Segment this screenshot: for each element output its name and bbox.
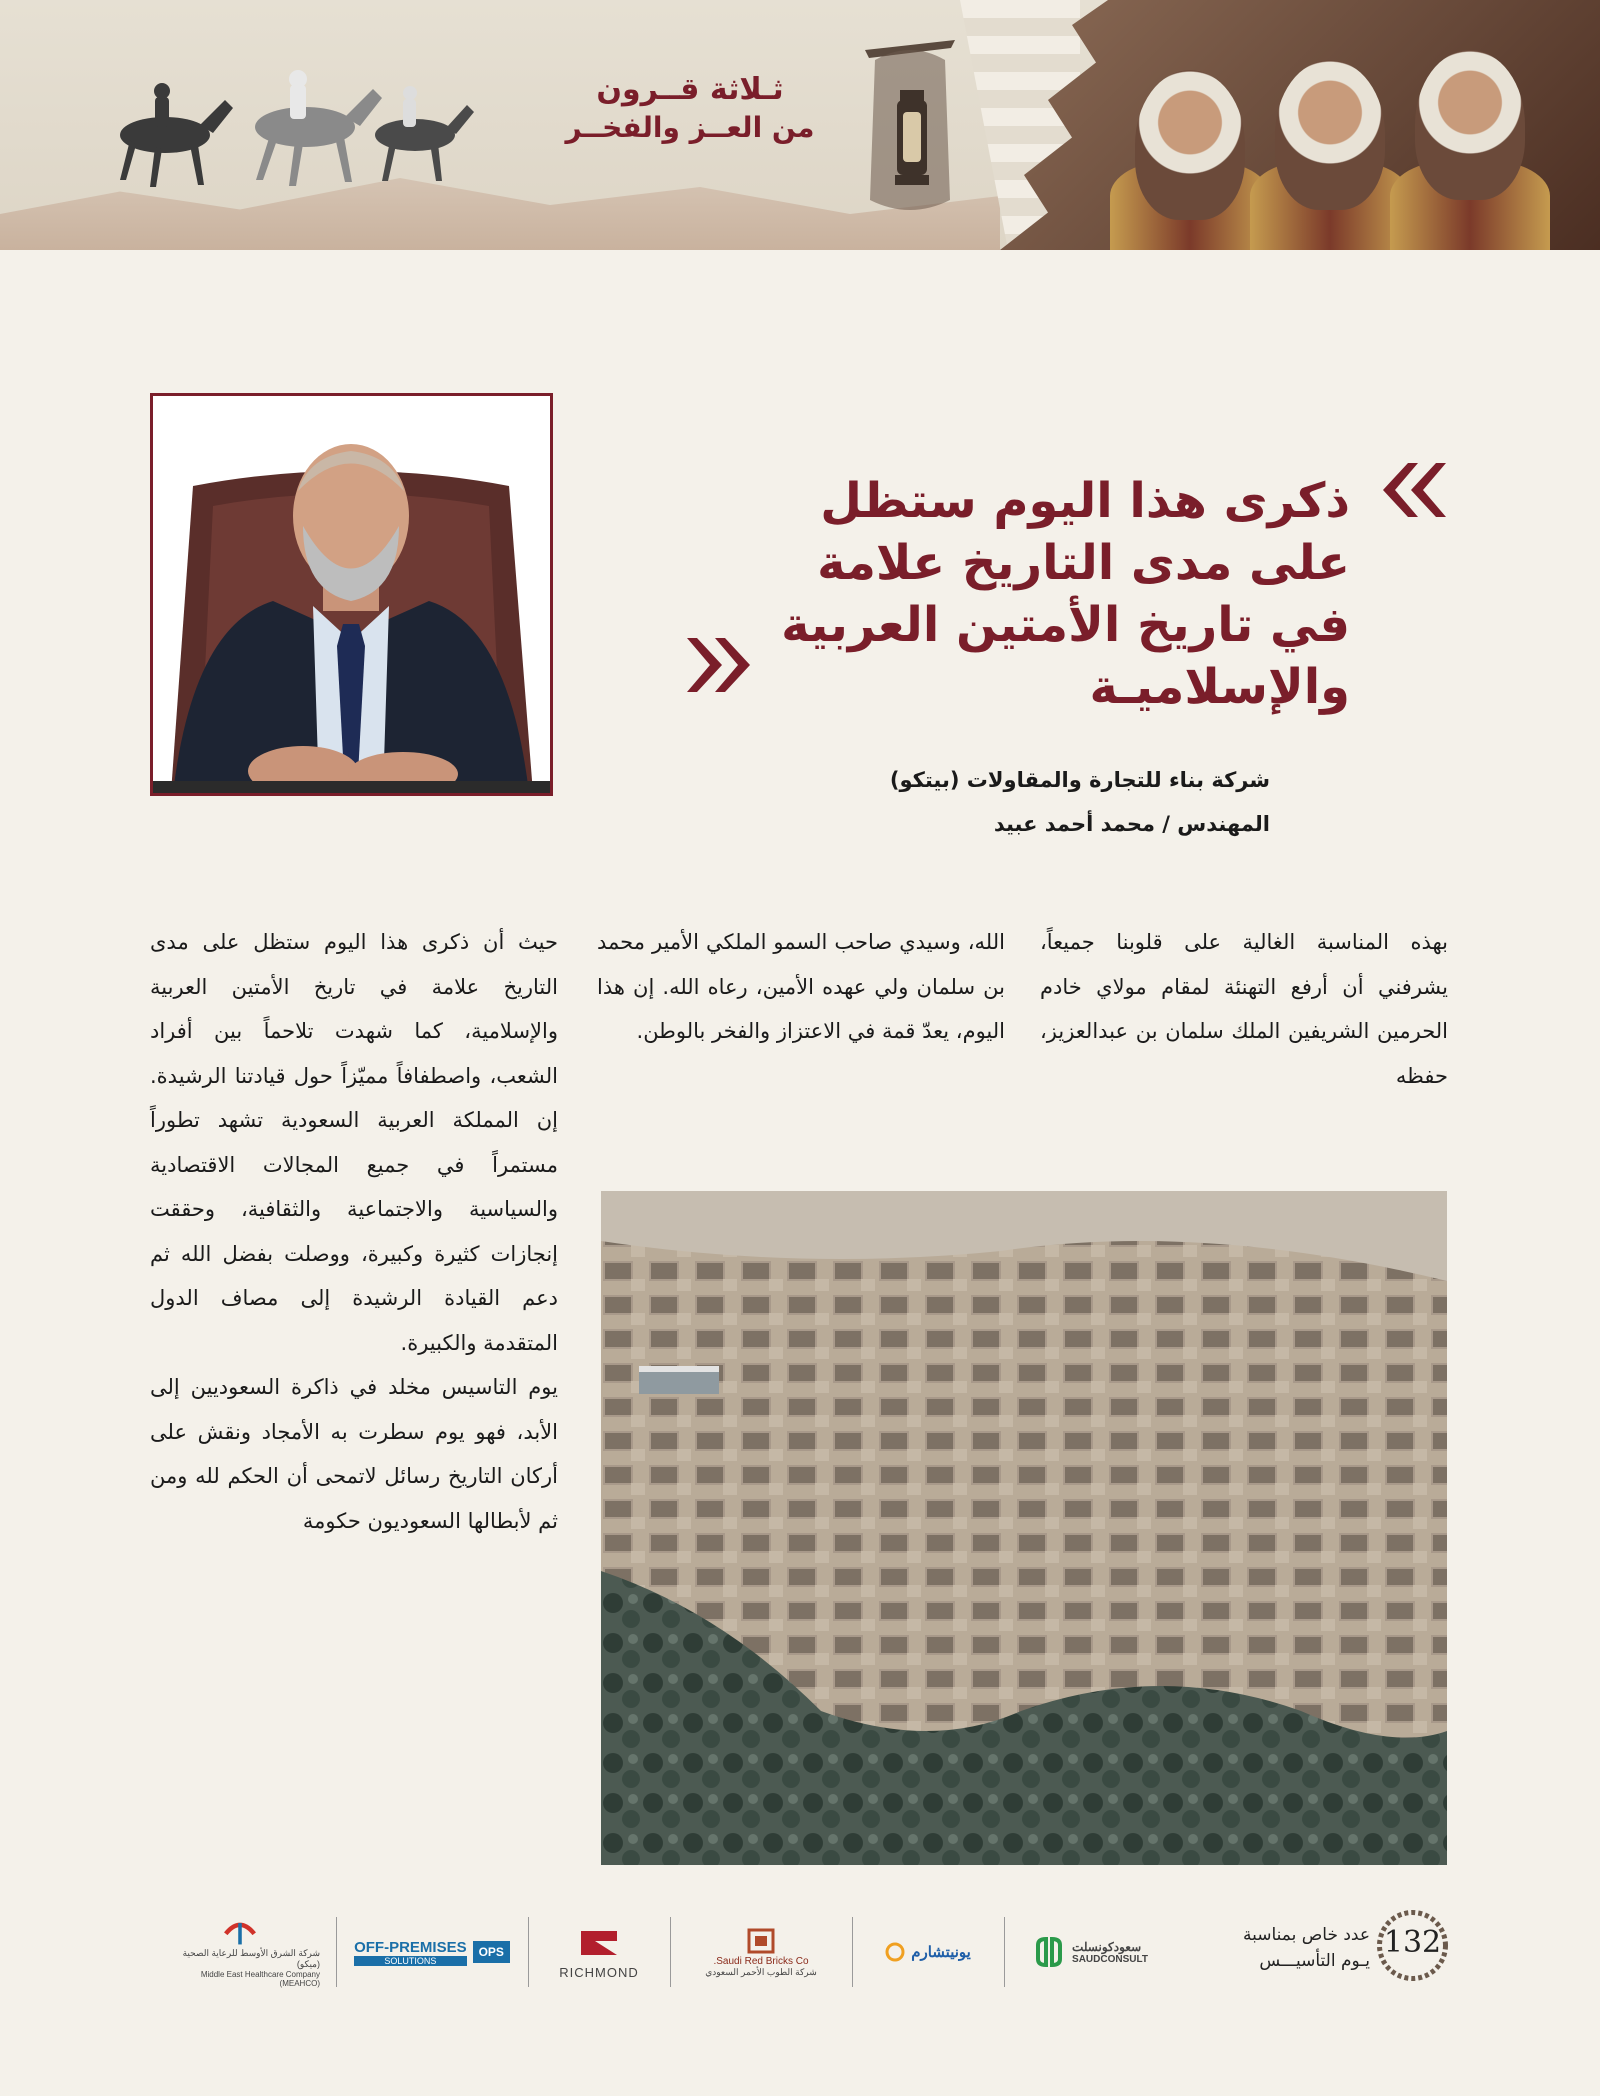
horse-riders-illustration [95, 55, 475, 195]
meahco-logo [160, 1916, 320, 1988]
saudconsult-emblem-icon [1032, 1935, 1066, 1969]
aerial-village-photo [601, 1191, 1447, 1865]
byline-company: شركة بناء للتجارة والمقاولات (بيتكو) [889, 768, 1270, 792]
bricks-name-en: Saudi Red Bricks Co. [713, 1956, 809, 1967]
mud-brick-village-illustration [601, 1191, 1447, 1865]
unitharm-name: يونيتشارم [911, 1944, 971, 1961]
banner-title-line2: من العــز والفخــر [565, 111, 815, 144]
logo-divider [852, 1917, 853, 1987]
ops-mark: OPS [473, 1941, 510, 1963]
bricks-name-ar: شركة الطوب الأحمر السعودي [705, 1967, 817, 1977]
sponsor-logos [160, 1912, 1160, 1992]
author-portrait-illustration [153, 396, 550, 793]
banner-title-line1: ثـلاثة قــرون [596, 72, 784, 107]
richmond-logo [544, 1916, 654, 1988]
meahco-name-ar: شركة الشرق الأوسط للرعاية الصحية (ميكو) [182, 1948, 320, 1969]
quote-open-chevron-icon [1378, 455, 1448, 525]
banner-title [540, 72, 840, 144]
unitharm-logo [868, 1916, 988, 1988]
meahco-name-en: Middle East Healthcare Company (MEAHCO) [200, 1970, 320, 1988]
issue-note-line2: يـوم التأسيـــس [1259, 1951, 1370, 1971]
article-paragraph: الله، وسيدي صاحب السمو الملكي الأمير محمد بن سلمان ولي عهده الأمين، رعاه الله. إن هذا اليوم، يعدّ قمة في الاعتزاز والفخر بالوطن. [597, 930, 1005, 1043]
pull-quote: ذكرى هذا اليوم ستظل على مدى التاريخ علامة في تاريخ الأمتين العربية والإسلاميـة [781, 473, 1350, 715]
article-column-3 [150, 920, 558, 1543]
saudconsult-logo [1020, 1916, 1160, 1988]
logo-divider [1004, 1917, 1005, 1987]
portrait-1-icon [1135, 70, 1245, 220]
article-column-2 [597, 920, 1005, 1054]
quote-close-chevron-icon [685, 630, 755, 700]
article-paragraph: يوم التاسيس مخلد في ذاكرة السعوديين إلى الأبد، فهو يوم سطرت به الأمجاد ونقش على أركان التاريخ رسائل لاتمحى أن الحكم لله ومن ثم لأبطالها السعوديون حكومة [150, 1375, 558, 1533]
saudi-red-bricks-logo [686, 1916, 836, 1988]
logo-divider [336, 1917, 337, 1987]
saudconsult-name-ar: سعودكونسلت [1072, 1939, 1142, 1954]
ops-logo [352, 1916, 512, 1988]
ops-name: OFF-PREMISES [354, 1938, 467, 1956]
logo-divider [528, 1917, 529, 1987]
richmond-emblem-icon [577, 1925, 621, 1965]
issue-note [1220, 1922, 1370, 1974]
ops-sub: SOLUTIONS [354, 1956, 467, 1966]
lantern-icon [855, 30, 965, 220]
byline [670, 758, 1270, 846]
author-portrait-photo [150, 393, 553, 796]
byline-author: المهندس / محمد أحمد عبيد [993, 812, 1270, 836]
article-paragraph: بهذه المناسبة الغالية على قلوبنا جميعاً، يشرفني أن أرفع التهنئة لمقام مولاي خادم الحرمين الشريفين الملك سلمان بن عبدالعزيز، حفظه [1040, 930, 1448, 1088]
unitharm-emblem-icon [885, 1942, 905, 1962]
page-number: 132 [1383, 1925, 1442, 1960]
article-paragraph: حيث أن ذكرى هذا اليوم ستظل على مدى التاريخ علامة في تاريخ الأمتين العربية والإسلامية، كما شهدت تلاحماً بين أفراد الشعب، واصطفافاً مميّزاً حول قيادتنا الرشيدة. إن المملكة العربية السعودية تشهد تطوراً مستمراً في جميع المجالات الاقتصادية والسياسية والاجتماعية والثقافية، وحققت إنجازات كثيرة وكبيرة، ووصلت بفضل الله ثم دعم القيادة الرشيدة إلى مصاف الدول المتقدمة والكبيرة. [150, 930, 558, 1355]
bricks-emblem-icon [743, 1926, 779, 1956]
saudconsult-name-en: SAUDCONSULT [1072, 1953, 1148, 1965]
portrait-2-icon [1275, 60, 1385, 210]
header-banner [0, 0, 1600, 250]
royal-portraits-backdrop [1000, 0, 1600, 250]
meahco-emblem-icon [220, 1916, 260, 1948]
richmond-name: RICHMOND [559, 1964, 639, 1980]
article-column-1 [1040, 920, 1448, 1098]
logo-divider [670, 1917, 671, 1987]
issue-note-line1: عدد خاص بمناسبة [1242, 1925, 1370, 1945]
portrait-3-icon [1415, 50, 1525, 200]
